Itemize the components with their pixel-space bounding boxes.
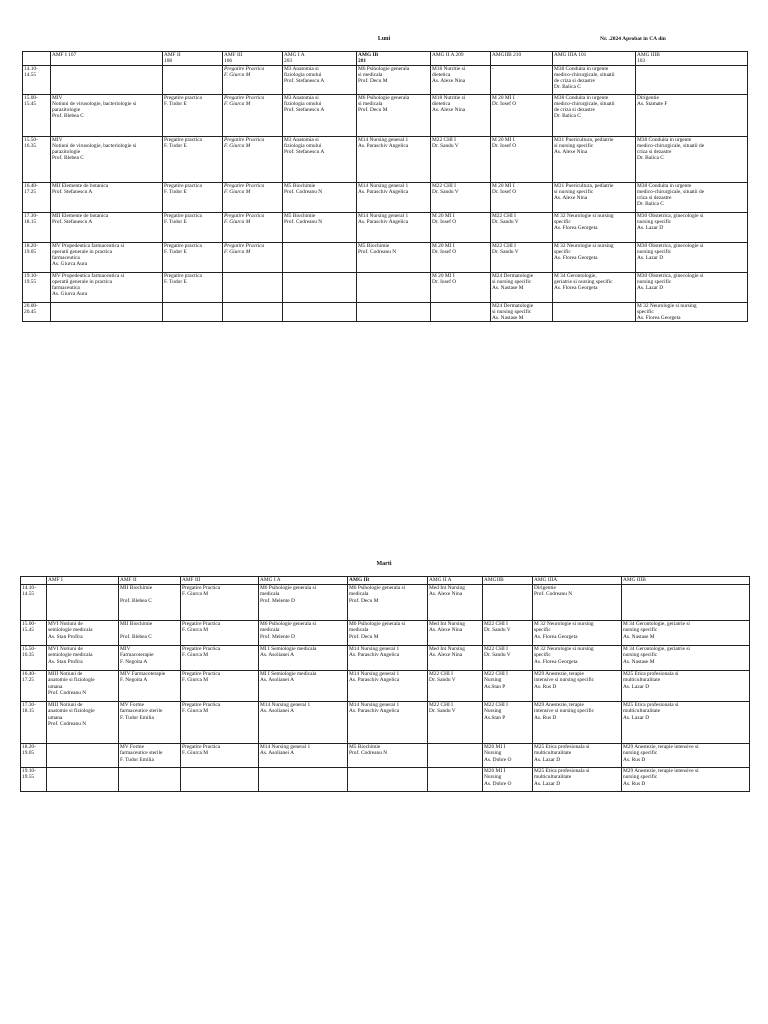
class-cell: M 32 Neurologie si nursing specific As. Florea Georgeta — [553, 242, 636, 272]
class-cell: M22 CHI I Dr. Sandu V — [491, 242, 553, 272]
class-cell: M 20 MI I Dr. Iosef O — [431, 272, 491, 302]
class-cell — [223, 302, 283, 322]
column-header — [21, 577, 47, 585]
class-cell — [181, 768, 259, 792]
time-slot-cell: 16.40- 17.25 — [21, 671, 47, 702]
column-header: AMF I — [47, 577, 119, 585]
table-row — [21, 646, 750, 671]
class-cell: M14 Nursing general 1 As. Asolianei A — [259, 702, 348, 744]
column-header: AMG IB 201 — [357, 52, 431, 66]
class-cell — [47, 744, 119, 768]
class-cell: Pregatire practica F. Tudor E — [163, 242, 223, 272]
class-cell: M18 Nutritie si dietetica As. Alexe Nina — [431, 65, 491, 94]
class-cell: M38 Conduita in urgente medico-chirurgicale, situatii de criza si dezastre Dr. Balica C — [636, 136, 748, 182]
class-cell: Pregatire Practica F. Giurca M — [181, 585, 259, 621]
class-cell: MIV Notiuni de virusologie, bacteriologie si parazitologie Prof. Blebea C — [51, 136, 163, 182]
class-cell: Dirigentie As. Stamate F — [636, 94, 748, 136]
table-row — [23, 182, 748, 212]
class-cell: M 20 MI I Dr. Iosef O — [491, 182, 553, 212]
class-cell: M25 Etica profesionala si multiculturalitate As. Lazar D — [622, 702, 750, 744]
class-cell: M 34 Gerontologie, geriatrie si nursing specific As. Nastase M — [622, 646, 750, 671]
class-cell — [259, 768, 348, 792]
class-cell: MII Elemente de botanica Prof. Stefanescu A — [51, 212, 163, 242]
time-slot-cell: 19.10- 19.55 — [23, 272, 51, 302]
class-cell — [348, 768, 428, 792]
table-row — [21, 585, 750, 621]
class-cell: Pregatire practica F. Tudor E — [163, 182, 223, 212]
class-cell: MII Biochimie Prof. Blebea C — [119, 621, 181, 646]
class-cell: M20 MI I Nursing As. Dobre O — [483, 744, 533, 768]
class-cell: MI I Semiologie medicala As. Asolianei A — [259, 671, 348, 702]
class-cell: MI I Semiologie medicala As. Asolianei A — [259, 646, 348, 671]
class-cell: M30 Obstetrica, ginecologie si nursing specific As. Lazar D — [636, 242, 748, 272]
header-row — [21, 577, 750, 585]
column-header: AMG I A — [259, 577, 348, 585]
table-row — [23, 94, 748, 136]
table-row — [21, 768, 750, 792]
class-cell: MIII Notiuni de anatomie si fiziologie umana Prof. Codreanu N — [47, 671, 119, 702]
column-header: AMF III 106 — [223, 52, 283, 66]
class-cell: M22 CHI I Nursing As.Stan P — [483, 671, 533, 702]
class-cell: M3 Anatomia si fiziologia omului Prof. Stefanescu A — [283, 94, 357, 136]
class-cell: M6 Psihologie generala si medicala Prof. Decu M — [357, 65, 431, 94]
class-cell: M22 CHI I Dr. Sandu V — [483, 646, 533, 671]
class-cell: M 32 Neurologie si nursing specific As. Florea Georgeta — [553, 212, 636, 242]
class-cell: M14 Nursing general 1 As. Paraschiv Angelica — [357, 212, 431, 242]
column-header: AMG IIIB — [622, 577, 750, 585]
class-cell: MVI Notiuni de semiologie medicala As. Stan Profira — [47, 646, 119, 671]
time-slot-cell: 16.40- 17.25 — [23, 182, 51, 212]
class-cell — [428, 744, 483, 768]
schedule-table-luni — [22, 51, 748, 322]
class-cell: MII Elemente de botanica Prof. Stefanescu A — [51, 182, 163, 212]
table-row — [23, 136, 748, 182]
column-header: AMG IB — [348, 577, 428, 585]
class-cell: M25 Etica profesionala si multiculturalitate As. Lazar D — [533, 768, 622, 792]
class-cell: Pregatire Practica F. Giurca M — [223, 65, 283, 94]
class-cell — [163, 302, 223, 322]
class-cell: MVI Notiuni de semiologie medicala As. Stan Profira — [47, 621, 119, 646]
class-cell: Pregatire Practica F. Giurca M — [223, 136, 283, 182]
class-cell: M 34 Gerontologie, geriatrie si nursing specific As. Florea Georgeta — [553, 272, 636, 302]
class-cell: M22 CHI I Dr. Sandu V — [428, 702, 483, 744]
class-cell: M29 Anestezie, terapie intensive si nursing specific As. Rus D — [622, 768, 750, 792]
class-cell: M22 CHI I Nursing As.Stan P — [483, 702, 533, 744]
table-row — [23, 302, 748, 322]
class-cell — [357, 302, 431, 322]
class-cell: M20 MI I Nursing As. Dobre O — [483, 768, 533, 792]
class-cell: M14 Nursing general 1 As. Paraschiv Angelica — [348, 646, 428, 671]
class-cell: M22 CHI I Dr. Sandu V — [428, 671, 483, 702]
time-slot-cell: 14.10- 14.55 — [21, 585, 47, 621]
class-cell: Pregatire practica F. Tudor E — [163, 272, 223, 302]
table-row — [23, 65, 748, 94]
class-cell: Med Int Nursing As. Alexe Nina — [428, 621, 483, 646]
table-row — [21, 671, 750, 702]
column-header: AMF II — [119, 577, 181, 585]
column-header: AMG II A 209 — [431, 52, 491, 66]
class-cell: M29 Anestezie, terapie intensive si nursing specific As. Rus D — [533, 671, 622, 702]
class-cell: Pregatire practica F. Tudor E — [163, 212, 223, 242]
class-cell — [483, 585, 533, 621]
class-cell — [51, 302, 163, 322]
class-cell: Pregatire Practica F. Giurca M — [181, 646, 259, 671]
class-cell: M18 Nutritie si dietetica As. Alexe Nina — [431, 94, 491, 136]
class-cell — [553, 302, 636, 322]
class-cell: M14 Nursing general 1 As. Paraschiv Angelica — [357, 136, 431, 182]
class-cell — [47, 585, 119, 621]
class-cell: M14 Nursing general 1 As. Paraschiv Angelica — [348, 702, 428, 744]
class-cell — [283, 302, 357, 322]
class-cell: M14 Nursing general 1 As. Paraschiv Angelica — [357, 182, 431, 212]
class-cell: MV Propedeutica farmaceutica si operatii generale in practica farmaceutica As. Giurca Aura — [51, 272, 163, 302]
column-header: AMF III — [181, 577, 259, 585]
header-row — [23, 52, 748, 66]
class-cell: M6 Psihologie generala si medicala Prof. Decu M — [357, 94, 431, 136]
class-cell — [431, 302, 491, 322]
class-cell: MV Forme farmaceutice sterile F. Tudor Emilia — [119, 702, 181, 744]
class-cell: M5 Biochimie Prof. Codreanu N — [348, 744, 428, 768]
class-cell: M24 Dermatologie si nursing specific As. Nastase M — [491, 272, 553, 302]
class-cell: M29 Anestezie, terapie intensive si nursing specific As. Rus D — [622, 744, 750, 768]
class-cell: M31 Puericultura, pediatrie si nursing specific As. Alexe Nina — [553, 182, 636, 212]
class-cell: M22 CHI I Dr. Sandu V — [431, 182, 491, 212]
table-row — [23, 212, 748, 242]
class-cell: M6 Psihologie generala si medicala Prof. Melente D — [259, 585, 348, 621]
class-cell: M31 Puericultura, pediatrie si nursing specific As. Alexe Nina — [553, 136, 636, 182]
class-cell: M22 CHI I Dr. Sandu V — [483, 621, 533, 646]
class-cell: M38 Conduita in urgente medico-chirurgicale, situatii de criza si dezastre Dr. Balica C — [636, 182, 748, 212]
time-slot-cell: 15.00- 15.45 — [23, 94, 51, 136]
time-slot-cell: 18.20- 19.05 — [21, 744, 47, 768]
class-cell: Pregatire Practica F. Giurca M — [181, 744, 259, 768]
class-cell: Pregatire practica F. Tudor E — [163, 94, 223, 136]
class-cell: M5 Biochimie Prof. Codreanu N — [283, 182, 357, 212]
column-header: AMGIIB 210 — [491, 52, 553, 66]
class-cell: M3 Anatomia si fiziologia omului Prof. Stefanescu A — [283, 136, 357, 182]
class-cell: M5 Biochimie Prof. Codreanu N — [357, 242, 431, 272]
class-cell: M 20 MI I Dr. Iosef O — [491, 136, 553, 182]
class-cell: M 20 MI I Dr. Iosef O — [431, 242, 491, 272]
class-cell: Pregatire practica F. Tudor E — [163, 136, 223, 182]
class-cell: M6 Psihologie generala si medicala Prof. Melente D — [259, 621, 348, 646]
class-cell — [47, 768, 119, 792]
column-header: AMG I A 203 — [283, 52, 357, 66]
class-cell: M22 CHI I Dr. Sandu V — [491, 212, 553, 242]
class-cell: - — [491, 65, 553, 94]
time-slot-cell: 14.10- 14.55 — [23, 65, 51, 94]
class-cell: M22 CHI I Dr. Sandu V — [431, 136, 491, 182]
class-cell: MIV Notiuni de virusologie, bacteriologie si parazitologie Prof. Blebea C — [51, 94, 163, 136]
class-cell: M 32 Neurologie si nursing specific As. Florea Georgeta — [636, 302, 748, 322]
time-slot-cell: 15.00- 15.45 — [21, 621, 47, 646]
table-row — [21, 744, 750, 768]
time-slot-cell: 19.10- 19.55 — [21, 768, 47, 792]
class-cell: M 20 MI I Dr. Iosef O — [491, 94, 553, 136]
class-cell — [283, 242, 357, 272]
column-header — [23, 52, 51, 66]
class-cell: M 32 Neurologie si nursing specific As. Florea Georgeta — [533, 621, 622, 646]
class-cell — [622, 585, 750, 621]
class-cell: MIV Farmacoterapie F. Negoita A — [119, 646, 181, 671]
class-cell — [119, 768, 181, 792]
class-cell: M25 Etica profesionala si multiculturalitate As. Lazar D — [533, 744, 622, 768]
class-cell — [636, 65, 748, 94]
table-row — [23, 242, 748, 272]
class-cell: Pregatire Practica F. Giurca M — [223, 94, 283, 136]
class-cell: Pregatire Practica F. Giurca M — [223, 212, 283, 242]
class-cell: MII Biochimie Prof. Blebea C — [119, 585, 181, 621]
class-cell: MIV Farmacoterapie F. Negoita A — [119, 671, 181, 702]
class-cell: M 32 Neurologie si nursing specific As. Florea Georgeta — [533, 646, 622, 671]
class-cell — [428, 768, 483, 792]
column-header: AMG IIIA — [533, 577, 622, 585]
class-cell: Dirigentie Prof. Codreanu N — [533, 585, 622, 621]
class-cell: M3 Anatomia si fiziologia omului Prof. Stefanescu A — [283, 65, 357, 94]
schedule-table-marti — [20, 576, 750, 792]
class-cell — [357, 272, 431, 302]
class-cell: M30 Obstetrica, ginecologie si nursing specific As. Lazar D — [636, 272, 748, 302]
class-cell: Pregatire Practica F. Giurca M — [181, 671, 259, 702]
column-header: AMF I 107 — [51, 52, 163, 66]
class-cell: Med Int Nursing As. Alexe Nina — [428, 585, 483, 621]
time-slot-cell: 15.50- 16.35 — [21, 646, 47, 671]
class-cell: M29 Anestezie, terapie intensive si nursing specific As. Rus D — [533, 702, 622, 744]
class-cell: M14 Nursing general 1 As. Paraschiv Angelica — [348, 671, 428, 702]
column-header: AMG IIIB 103 — [636, 52, 748, 66]
class-cell — [223, 272, 283, 302]
time-slot-cell: 17.30- 18.15 — [23, 212, 51, 242]
class-cell: M30 Obstetrica, ginecologie si nursing specific As. Lazar D — [636, 212, 748, 242]
approval-note: Nr. .2024 Aprobat in CA din — [600, 36, 666, 42]
class-cell: M6 Psihologie generala si medicala Prof. Decu M — [348, 621, 428, 646]
table-row — [21, 702, 750, 744]
time-slot-cell: 17.30- 18.15 — [21, 702, 47, 744]
class-cell: MIII Notiuni de anatomie si fiziologie umana Prof. Codreanu N — [47, 702, 119, 744]
class-cell: M6 Psihologie generala si medicala Prof. Decu M — [348, 585, 428, 621]
column-header: AMG IIIA 101 — [553, 52, 636, 66]
day-title-marti: Marti — [376, 561, 392, 567]
class-cell: M38 Conduita in urgente medico-chirurgicale, situatii de criza si dezastre Dr. Balica C — [553, 94, 636, 136]
class-cell: Pregatire Practica F. Giurca M — [223, 242, 283, 272]
class-cell: M25 Etica profesionala si multiculturalitate As. Lazar D — [622, 671, 750, 702]
class-cell — [163, 65, 223, 94]
table-row — [23, 272, 748, 302]
class-cell: M24 Dermatologie si nursing specific As. Nastase M — [491, 302, 553, 322]
class-cell: M14 Nursing general 1 As. Asolianei A — [259, 744, 348, 768]
column-header: AMF II 108 — [163, 52, 223, 66]
time-slot-cell: 20.00- 20.45 — [23, 302, 51, 322]
table-row — [21, 621, 750, 646]
column-header: AMGIIB — [483, 577, 533, 585]
day-title-luni: Luni — [377, 36, 391, 42]
class-cell: MV Forme farmaceutice sterile F. Tudor Emilia — [119, 744, 181, 768]
class-cell — [51, 65, 163, 94]
class-cell: M38 Conduita in urgente medico-chirurgicale, situatii de criza si dezastre Dr. Balica C — [553, 65, 636, 94]
class-cell: Med Int Nursing As. Alexe Nina — [428, 646, 483, 671]
class-cell: Pregatire Practica F. Giurca M — [223, 182, 283, 212]
class-cell: M 34 Gerontologie, geriatrie si nursing specific As. Nastase M — [622, 621, 750, 646]
time-slot-cell: 18.20- 19.05 — [23, 242, 51, 272]
class-cell — [283, 272, 357, 302]
class-cell: Pregatire Practica F. Giurca M — [181, 621, 259, 646]
class-cell: MV Propedeutica farmaceutica si operatii generale in practica farmaceutica As. Giurca Aura — [51, 242, 163, 272]
class-cell: Pregatire Practica F. Giurca M — [181, 702, 259, 744]
column-header: AMG II A — [428, 577, 483, 585]
time-slot-cell: 15.50- 16.35 — [23, 136, 51, 182]
class-cell: M 20 MI I Dr. Iosef O — [431, 212, 491, 242]
class-cell: M5 Biochimie Prof. Codreanu N — [283, 212, 357, 242]
